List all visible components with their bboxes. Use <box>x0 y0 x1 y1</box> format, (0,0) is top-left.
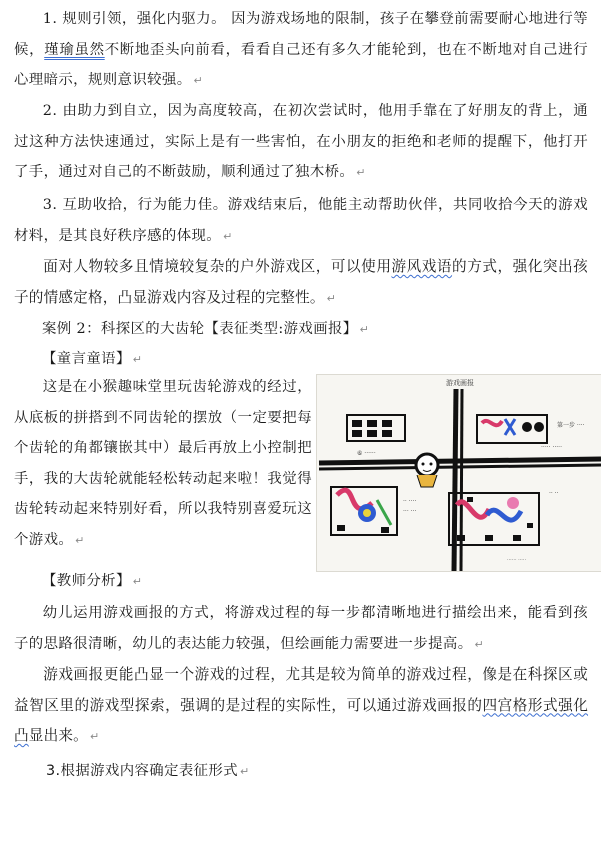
paragraph-mark-icon: ↵ <box>223 229 233 243</box>
case-title: 案例 2：科探区的大齿轮【表征类型:游戏画报】 ↵ <box>42 321 370 337</box>
svg-text:⑥ ······: ⑥ ······ <box>357 450 376 457</box>
svg-text:·· ··: ·· ·· <box>549 490 559 497</box>
svg-text:··· ···: ··· ··· <box>403 508 417 515</box>
svg-text:第一步 ····: 第一步 ···· <box>557 422 585 429</box>
paragraph-mark-icon: ↵ <box>359 323 370 336</box>
svg-text:····· ·····: ····· ····· <box>541 444 562 451</box>
term-underlined: 游风戏语 <box>391 258 453 275</box>
paragraph-outdoor-area: 面对人物较多且情境较复杂的户外游戏区，可以使用游风戏语的方式，强化突出孩子的情感定格，凸显游戏内容及过程的完整性。 ↵ <box>14 258 588 306</box>
paragraph-mark-icon: ↵ <box>132 575 143 588</box>
poster-title: 游戏画报 <box>446 379 474 387</box>
child-drawing-icon <box>416 454 438 487</box>
poster-drawing <box>317 375 601 571</box>
paragraph-mark-icon: ↵ <box>474 637 485 651</box>
term-underlined: 四宫格形式强化凸 <box>14 696 589 744</box>
paragraph-mark-icon: ↵ <box>356 166 366 179</box>
analysis-heading: 【教师分析】 ↵ <box>42 573 143 589</box>
paragraph-mark-icon: ↵ <box>240 765 250 778</box>
child-quote-text: 这是在小猴趣味堂里玩齿轮游戏的经过，从底板的拼搭到不同齿轮的摆放（一定要把每个齿轮的角都镶嵌其中）最后再放上小控制把手，我的大齿轮就能轻松转动起来啦！我觉得齿轮转动起来特别好看，所以我特别喜爱玩这个游戏。 ↵ <box>14 379 312 548</box>
game-poster-image <box>316 374 601 572</box>
paragraph-mutual-help: 3. 互助收拾，行为能力佳。游戏结束后，他能主动帮助伙伴，共同收拾今天的游戏材料，是其良好秩序感的体现。 ↵ <box>14 197 588 244</box>
svg-text:······ ·····: ······ ····· <box>507 557 527 563</box>
paragraph-poster-process: 游戏画报更能凸显一个游戏的过程，尤其是较为简单的游戏过程，像是在科探区或益智区里的游戏型探索，强调的是过程的实际性，可以通过游戏画报的四宫格形式强化凸显出来。 ↵ <box>14 666 589 744</box>
paragraph-mark-icon: ↵ <box>193 74 204 87</box>
section-heading-3: 3.根据游戏内容确定表征形式 ↵ <box>46 763 250 779</box>
child-name: 瑾瑜虽然 <box>44 41 105 58</box>
paragraph-self-reliance: 2. 由助力到自立，因为高度较高，在初次尝试时，他用手靠在了好朋友的背上，通过这种方法快速通过，实际上是有一些害怕，在小朋友的拒绝和老师的提醒下，他打开了手，通过对自己的不断鼓励，顺利通过了独木桥。 ↵ <box>14 103 588 180</box>
teacher-analysis-text: 幼儿运用游戏画报的方式，将游戏过程的每一步都清晰地进行描绘出来，能看到孩子的思路很清晰，幼儿的表达能力较强，但绘画能力需要进一步提高。 ↵ <box>14 605 588 652</box>
paragraph-mark-icon: ↵ <box>326 291 337 305</box>
paragraph-mark-icon: ↵ <box>132 353 143 366</box>
svg-text:·· ····: ·· ···· <box>403 498 417 505</box>
paragraph-rule-guidance: 1. 规则引领，强化内驱力。 因为游戏场地的限制，孩子在攀登前需要耐心地进行等候，瑾瑜虽然不断地歪头向前看，看看自己还有多久才能轮到，也在不断地对自己进行心理暗示，规则意识较强。 ↵ <box>14 11 588 88</box>
quote-heading: 【童言童语】 ↵ <box>42 351 143 367</box>
paragraph-mark-icon: ↵ <box>75 533 85 547</box>
paragraph-mark-icon: ↵ <box>89 730 100 743</box>
